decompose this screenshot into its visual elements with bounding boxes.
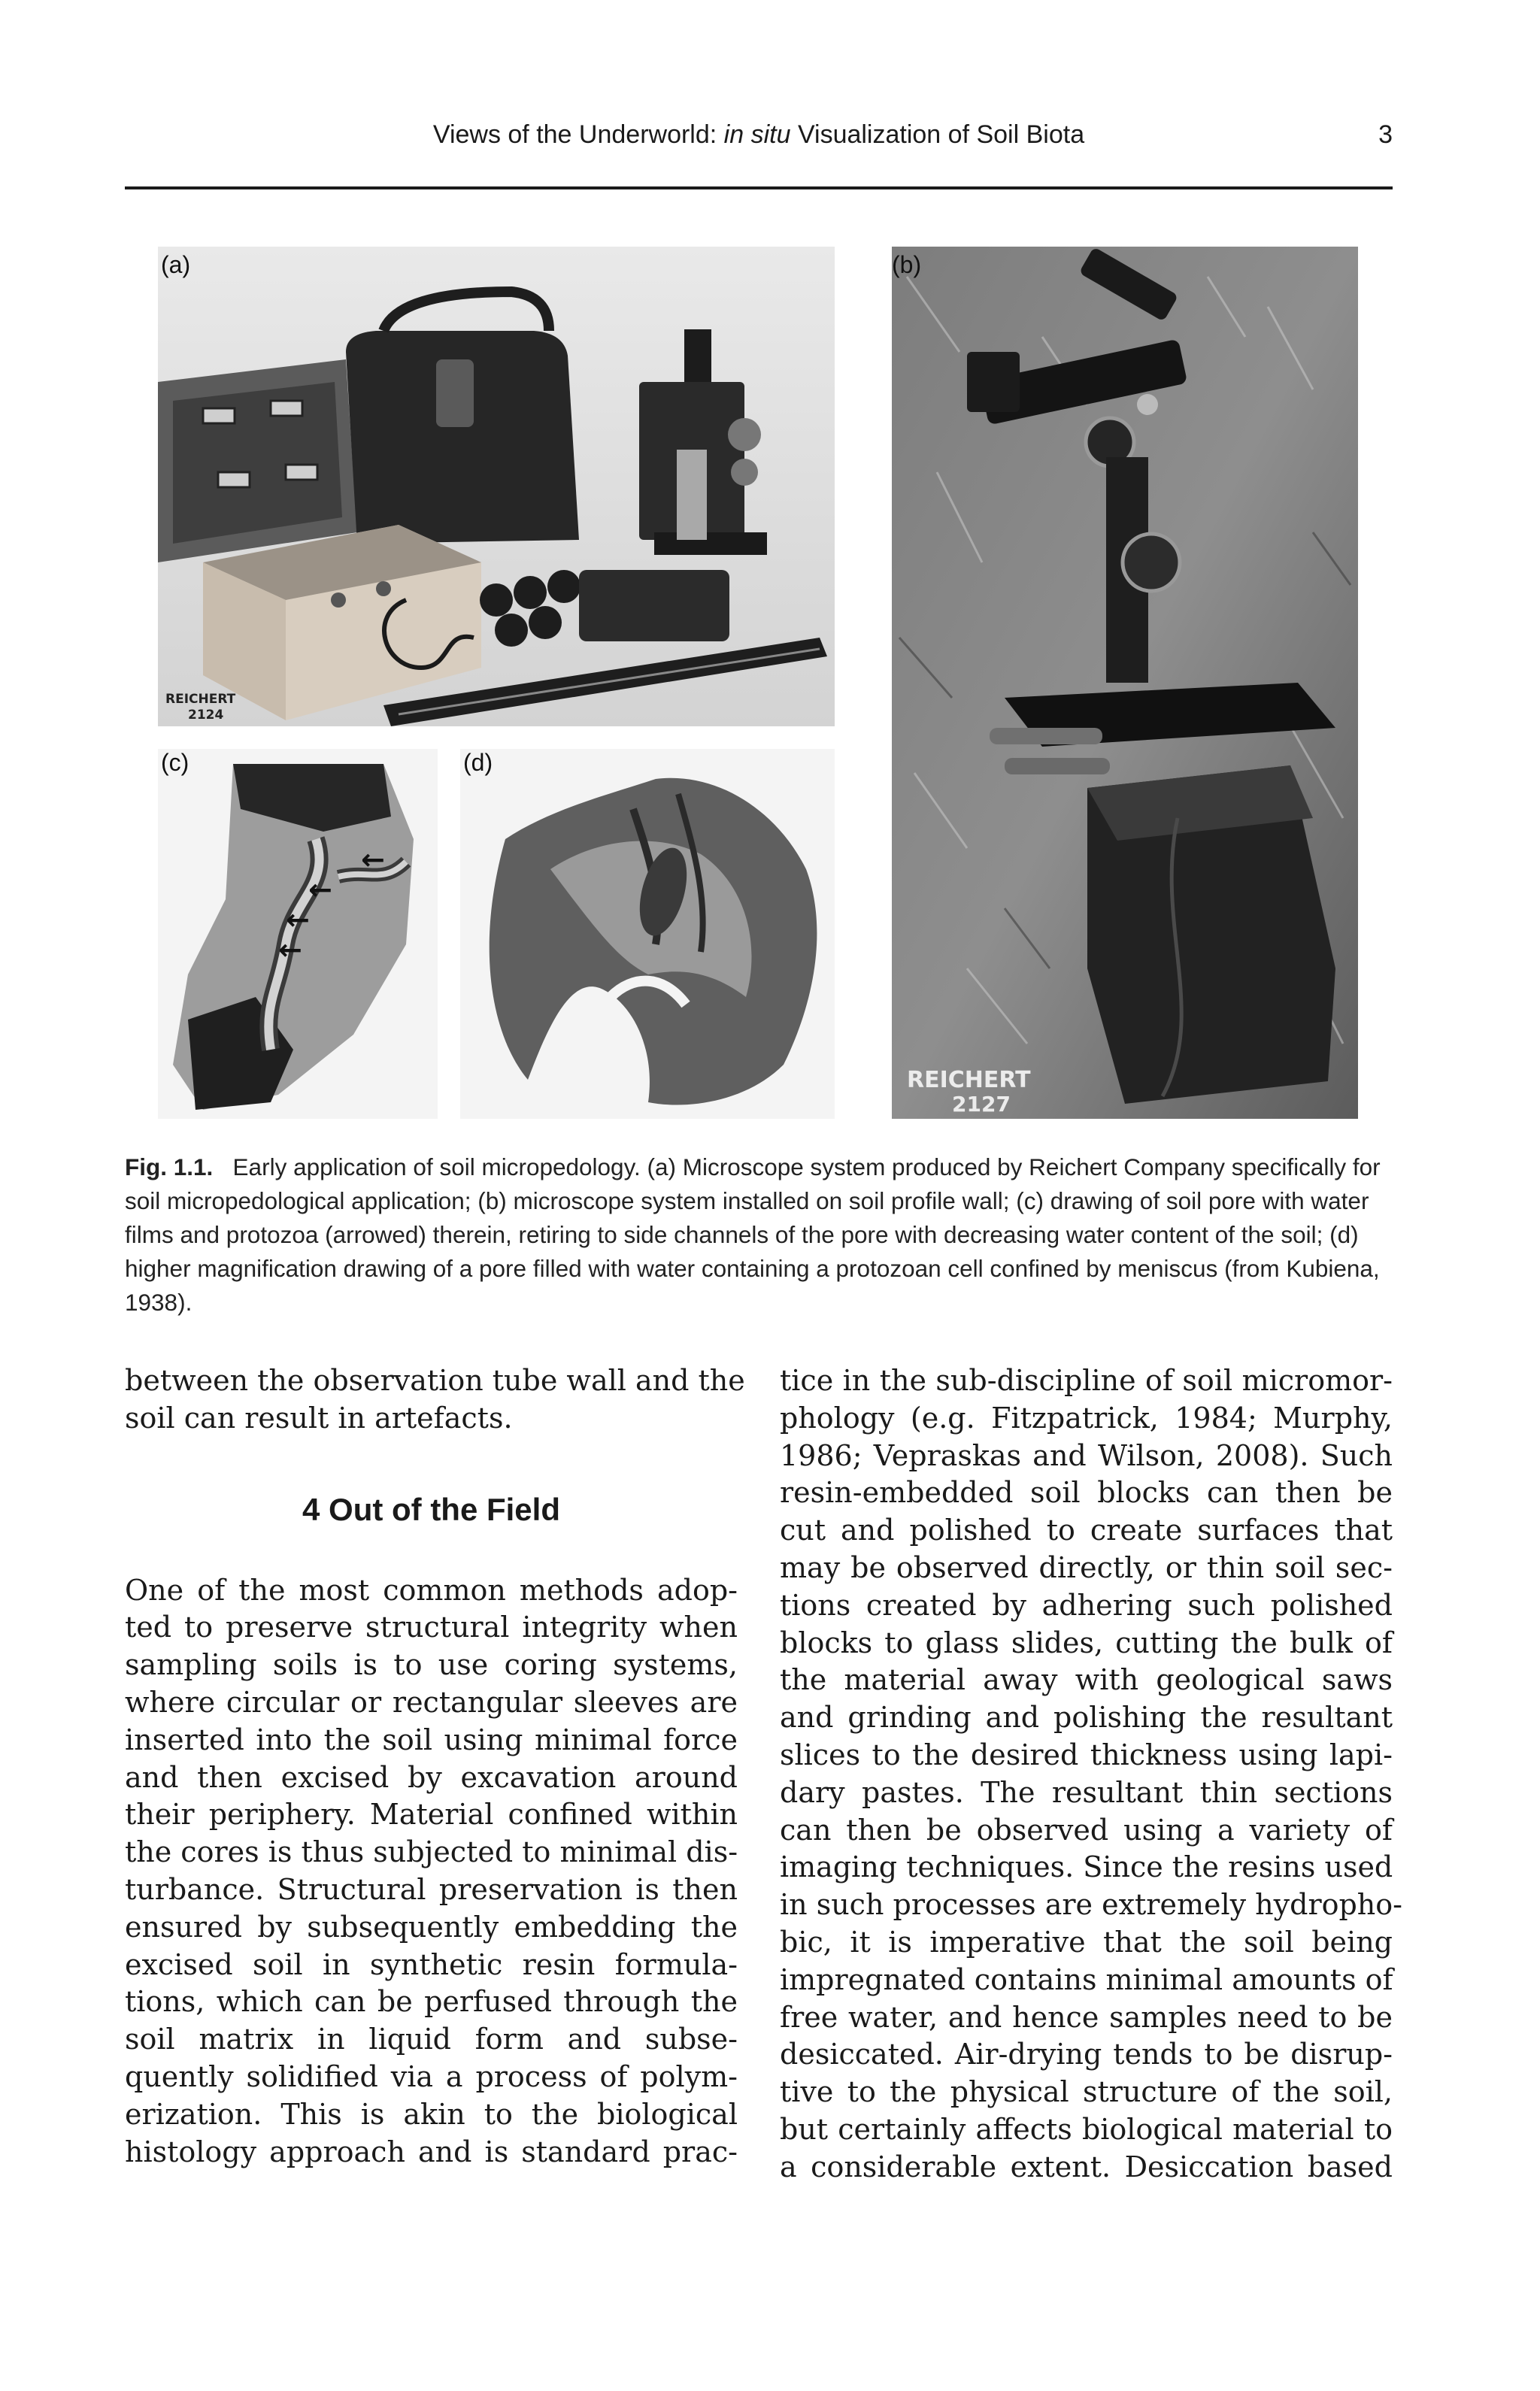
- figure-panel-b: [892, 247, 1358, 1119]
- panel-d-label: (d): [463, 749, 493, 776]
- text-line: blocks to glass slides, cutting the bulk of: [780, 1626, 1393, 1659]
- running-title: Views of the Underworld: in situ Visualization of Soil Biota: [432, 120, 1085, 149]
- text-line: tions, which can be perfused through the: [125, 1985, 738, 2019]
- text-line: soil can result in artefacts.: [125, 1401, 513, 1435]
- text-line: ted to preserve structural integrity when: [125, 1611, 738, 1644]
- text-line: and grinding and polishing the resultant: [780, 1701, 1393, 1735]
- svg-text:←: ←: [361, 843, 385, 876]
- text-line: sampling soils is to use coring systems,: [125, 1648, 738, 1682]
- panel-c-label: (c): [161, 749, 189, 776]
- text-line: phology (e.g. Fitzpatrick, 1984; Murphy,: [780, 1401, 1393, 1435]
- panel-a-stamp-reichert: REICHERT: [165, 692, 236, 707]
- figure-panel-a: [158, 247, 835, 726]
- text-line: in such processes are extremely hydropho-: [780, 1888, 1403, 1922]
- text-line: but certainly affects biological material to: [780, 2112, 1393, 2146]
- text-line: the material away with geological saws: [780, 1663, 1393, 1697]
- text-line: histology approach and is standard prac-: [125, 2135, 738, 2168]
- text-line: One of the most common methods adop-: [125, 1573, 738, 1607]
- text-line: the cores is thus subjected to minimal dis-: [125, 1835, 738, 1869]
- text-line: slices to the desired thickness using lapi-: [780, 1738, 1393, 1771]
- text-line: desiccated. Air-drying tends to be disrup-: [780, 2038, 1393, 2071]
- figure-panel-d: [460, 749, 835, 1119]
- panel-a-stamp-number: 2124: [188, 708, 224, 723]
- panel-b-photo: [892, 247, 1358, 1119]
- svg-text:←: ←: [308, 873, 332, 906]
- panel-a-photo: [158, 247, 835, 726]
- text-line: where circular or rectangular sleeves are: [125, 1685, 738, 1719]
- panel-c-drawing: [158, 749, 438, 1119]
- text-line: their periphery. Material confined within: [125, 1798, 738, 1832]
- text-line: a considerable extent. Desiccation based: [780, 2150, 1393, 2183]
- text-line: tions created by adhering such polished: [780, 1588, 1393, 1622]
- text-line: quently solidified via a process of polym-: [125, 2059, 738, 2093]
- panel-b-stamp-number: 2127: [952, 1092, 1011, 1117]
- panel-d-drawing: [460, 749, 835, 1119]
- svg-text:←: ←: [286, 903, 310, 936]
- text-line: free water, and hence samples need to be: [780, 2000, 1393, 2034]
- text-line: between the observation tube wall and the: [125, 1364, 745, 1397]
- text-line: ensured by subsequently embedding the: [125, 1910, 738, 1944]
- text-line: erization. This is akin to the biological: [125, 2097, 738, 2131]
- text-line: soil matrix in liquid form and subse-: [125, 2023, 738, 2056]
- caption-text: Early application of soil micropedology. (a) Microscope system produced by Reichert Company specifically for soil micropedological application; (b) microscope system installed on soil profile wall; (c) drawing of soil pore with water films and protozoa (arrowed) therein, retiring to side channels of the pore with decreasing water content of the soil; (d) higher magnification drawing of a pore filled with water containing a protozoan cell confined by meniscus (from Kubiena, 1938).: [125, 1153, 1381, 1316]
- running-header: [125, 119, 1393, 164]
- panel-a-label: (a): [161, 251, 191, 278]
- panel-b-label: (b): [892, 251, 922, 278]
- text-line: tice in the sub-discipline of soil micromor-: [780, 1364, 1393, 1397]
- text-line: dary pastes. The resultant thin sections: [780, 1775, 1393, 1809]
- text-line: excised soil in synthetic resin formula-: [125, 1947, 738, 1981]
- section-heading: 4 Out of the Field: [302, 1491, 560, 1527]
- text-line: cut and polished to create surfaces that: [780, 1514, 1393, 1547]
- svg-text:←: ←: [278, 933, 302, 966]
- text-line: may be observed directly, or thin soil sec-: [780, 1550, 1393, 1584]
- figure-panel-c: [158, 749, 438, 1119]
- text-line: resin-embedded soil blocks can then be: [780, 1476, 1393, 1510]
- page-number: 3: [1378, 120, 1393, 149]
- text-line: tive to the physical structure of the soil,: [780, 2075, 1393, 2109]
- figure-label: Fig. 1.1.: [125, 1153, 214, 1180]
- header-rule: [125, 186, 1393, 189]
- text-line: can then be observed using a variety of: [780, 1813, 1393, 1847]
- figure-caption: [125, 1150, 1393, 1320]
- text-line: inserted into the soil using minimal force: [125, 1723, 738, 1756]
- text-line: turbance. Structural preservation is then: [125, 1872, 738, 1906]
- text-line: and then excised by excavation around: [125, 1760, 738, 1794]
- text-line: 1986; Vepraskas and Wilson, 2008). Such: [780, 1438, 1393, 1472]
- text-line: imaging techniques. Since the resins used: [780, 1850, 1393, 1884]
- left-column: [125, 1362, 745, 2171]
- text-line: impregnated contains minimal amounts of: [780, 1962, 1393, 1996]
- running-title-italic: in situ: [723, 120, 791, 149]
- text-line: bic, it is imperative that the soil being: [780, 1925, 1393, 1959]
- right-column: [780, 1362, 1403, 2186]
- panel-b-stamp-reichert: REICHERT: [907, 1067, 1031, 1093]
